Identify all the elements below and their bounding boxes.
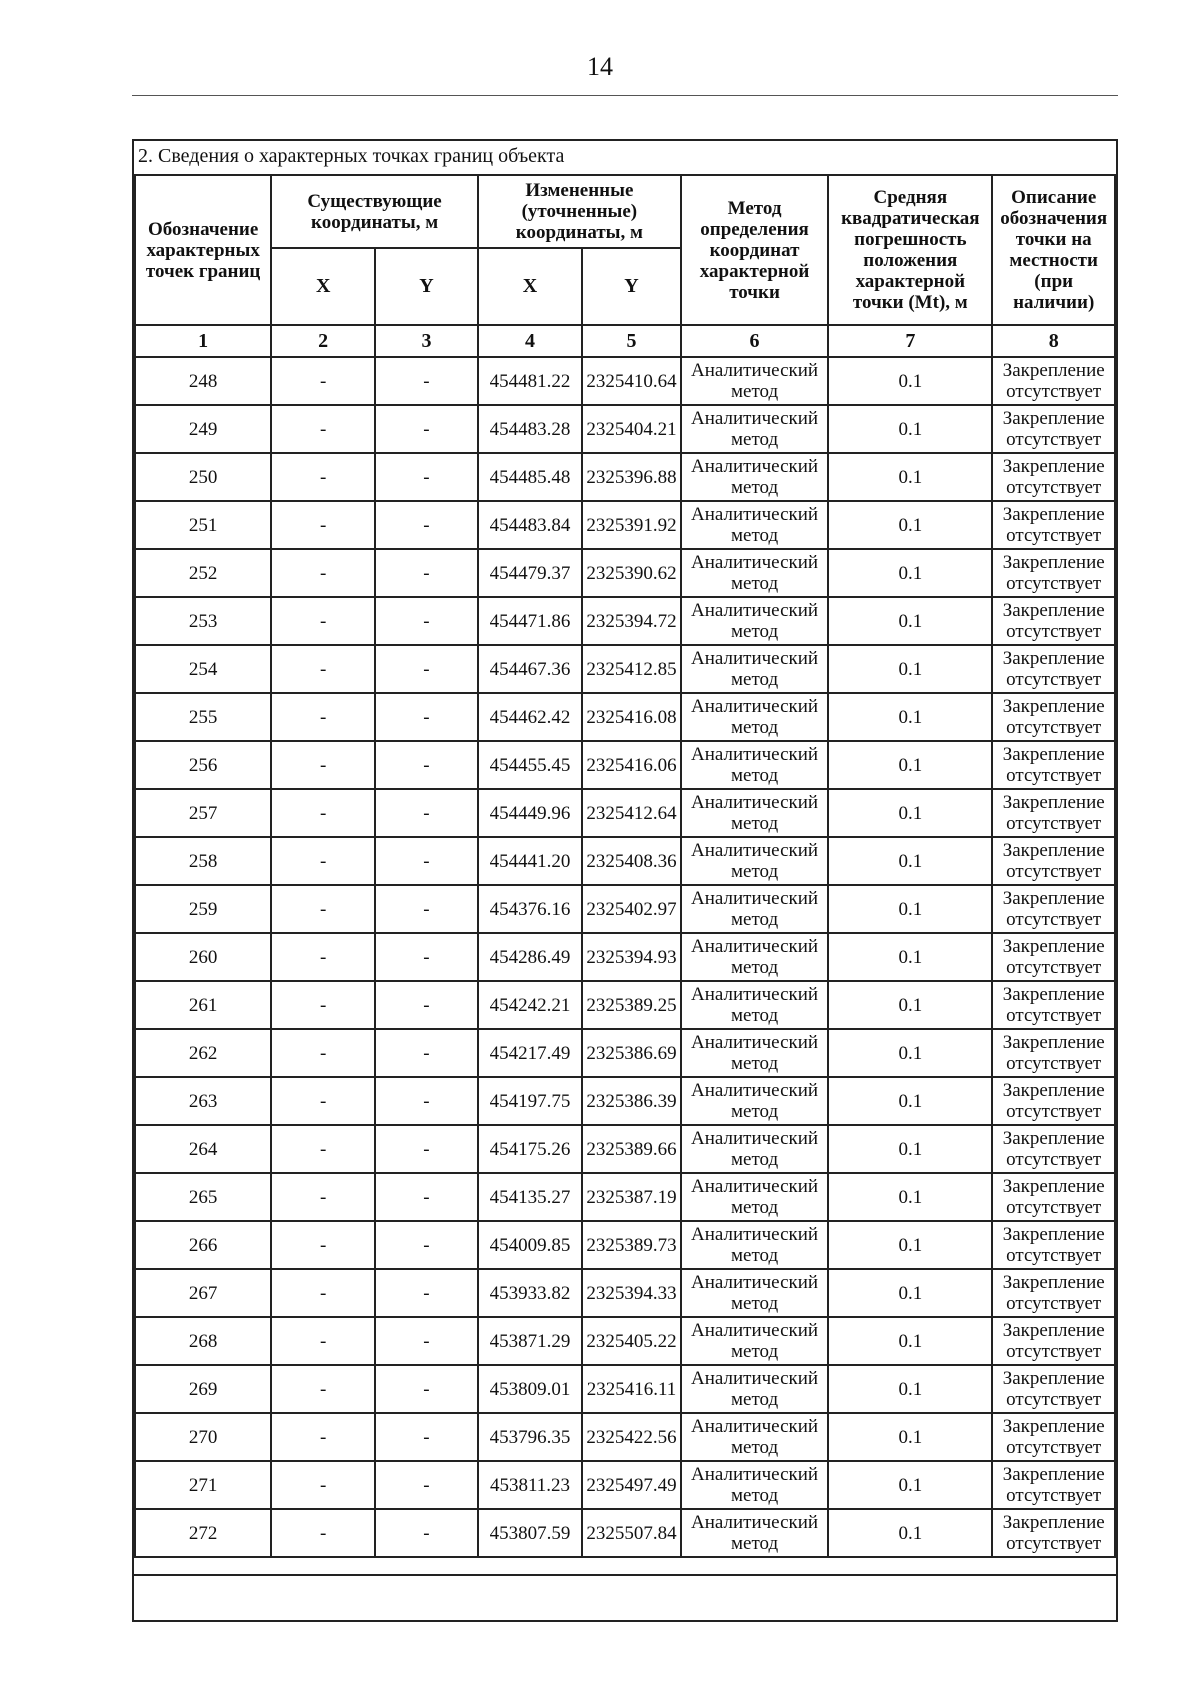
method-cell: Аналитический метод xyxy=(681,501,828,549)
column-number: 6 xyxy=(681,325,828,357)
method-cell: Аналитический метод xyxy=(681,1509,828,1557)
mean-error-cell: 0.1 xyxy=(828,1029,992,1077)
header-y-existing: Y xyxy=(375,248,478,325)
existing-y: - xyxy=(375,501,478,549)
method-cell: Аналитический метод xyxy=(681,981,828,1029)
changed-x: 453933.82 xyxy=(478,1269,582,1317)
point-number: 262 xyxy=(135,1029,271,1077)
table-row xyxy=(135,1317,1115,1365)
description-cell: Закрепление отсутствует xyxy=(992,789,1115,837)
existing-y: - xyxy=(375,1509,478,1557)
mean-error-cell: 0.1 xyxy=(828,405,992,453)
point-number: 258 xyxy=(135,837,271,885)
mean-error-cell: 0.1 xyxy=(828,1365,992,1413)
table-row xyxy=(135,645,1115,693)
method-cell: Аналитический метод xyxy=(681,1221,828,1269)
existing-x: - xyxy=(271,933,375,981)
header-existing-coordinates: Существующие координаты, м xyxy=(271,175,478,248)
section-title: 2. Сведения о характерных точках границ объекта xyxy=(138,145,565,167)
header-x-existing: X xyxy=(271,248,375,325)
mean-error-cell: 0.1 xyxy=(828,501,992,549)
method-cell: Аналитический метод xyxy=(681,549,828,597)
changed-x: 454242.21 xyxy=(478,981,582,1029)
point-number: 269 xyxy=(135,1365,271,1413)
changed-x: 454479.37 xyxy=(478,549,582,597)
header-changed-coordinates: Измененные (уточненные) координаты, м xyxy=(478,175,681,248)
boundary-points-table xyxy=(134,174,1116,1558)
method-cell: Аналитический метод xyxy=(681,837,828,885)
table-body xyxy=(135,357,1115,1557)
changed-y: 2325390.62 xyxy=(582,549,681,597)
existing-x: - xyxy=(271,1269,375,1317)
existing-x: - xyxy=(271,1173,375,1221)
existing-y: - xyxy=(375,933,478,981)
mean-error-cell: 0.1 xyxy=(828,357,992,405)
description-cell: Закрепление отсутствует xyxy=(992,405,1115,453)
changed-x: 454175.26 xyxy=(478,1125,582,1173)
method-cell: Аналитический метод xyxy=(681,357,828,405)
point-number: 257 xyxy=(135,789,271,837)
description-cell: Закрепление отсутствует xyxy=(992,885,1115,933)
existing-x: - xyxy=(271,693,375,741)
column-number: 8 xyxy=(992,325,1115,357)
changed-y: 2325394.33 xyxy=(582,1269,681,1317)
method-cell: Аналитический метод xyxy=(681,1077,828,1125)
method-cell: Аналитический метод xyxy=(681,741,828,789)
table-row xyxy=(135,501,1115,549)
point-number: 256 xyxy=(135,741,271,789)
mean-error-cell: 0.1 xyxy=(828,981,992,1029)
changed-y: 2325422.56 xyxy=(582,1413,681,1461)
existing-y: - xyxy=(375,693,478,741)
column-number: 3 xyxy=(375,325,478,357)
changed-y: 2325391.92 xyxy=(582,501,681,549)
column-number: 2 xyxy=(271,325,375,357)
existing-x: - xyxy=(271,453,375,501)
existing-y: - xyxy=(375,1269,478,1317)
point-number: 259 xyxy=(135,885,271,933)
existing-y: - xyxy=(375,597,478,645)
description-cell: Закрепление отсутствует xyxy=(992,1029,1115,1077)
table-row xyxy=(135,1077,1115,1125)
table-row xyxy=(135,357,1115,405)
existing-y: - xyxy=(375,1365,478,1413)
description-cell: Закрепление отсутствует xyxy=(992,933,1115,981)
changed-x: 453796.35 xyxy=(478,1413,582,1461)
method-cell: Аналитический метод xyxy=(681,1461,828,1509)
existing-x: - xyxy=(271,1125,375,1173)
column-number: 7 xyxy=(828,325,992,357)
description-cell: Закрепление отсутствует xyxy=(992,837,1115,885)
method-cell: Аналитический метод xyxy=(681,789,828,837)
changed-y: 2325416.06 xyxy=(582,741,681,789)
table-row xyxy=(135,549,1115,597)
point-number: 272 xyxy=(135,1509,271,1557)
table-row xyxy=(135,1173,1115,1221)
changed-y: 2325408.36 xyxy=(582,837,681,885)
document-frame xyxy=(132,139,1118,1622)
existing-x: - xyxy=(271,1509,375,1557)
changed-x: 454481.22 xyxy=(478,357,582,405)
existing-y: - xyxy=(375,1413,478,1461)
changed-y: 2325396.88 xyxy=(582,453,681,501)
point-number: 252 xyxy=(135,549,271,597)
point-number: 264 xyxy=(135,1125,271,1173)
description-cell: Закрепление отсутствует xyxy=(992,693,1115,741)
description-cell: Закрепление отсутствует xyxy=(992,501,1115,549)
table-row xyxy=(135,597,1115,645)
changed-x: 454009.85 xyxy=(478,1221,582,1269)
mean-error-cell: 0.1 xyxy=(828,1077,992,1125)
header-y-changed: Y xyxy=(582,248,681,325)
changed-x: 454462.42 xyxy=(478,693,582,741)
page-number: 14 xyxy=(587,52,613,81)
changed-x: 454197.75 xyxy=(478,1077,582,1125)
changed-y: 2325394.93 xyxy=(582,933,681,981)
mean-error-cell: 0.1 xyxy=(828,837,992,885)
existing-x: - xyxy=(271,981,375,1029)
mean-error-cell: 0.1 xyxy=(828,1221,992,1269)
existing-x: - xyxy=(271,1365,375,1413)
point-number: 267 xyxy=(135,1269,271,1317)
method-cell: Аналитический метод xyxy=(681,405,828,453)
table-row xyxy=(135,1365,1115,1413)
point-number: 254 xyxy=(135,645,271,693)
existing-y: - xyxy=(375,1221,478,1269)
point-number: 260 xyxy=(135,933,271,981)
existing-x: - xyxy=(271,1077,375,1125)
changed-x: 454376.16 xyxy=(478,885,582,933)
changed-y: 2325412.64 xyxy=(582,789,681,837)
changed-y: 2325386.39 xyxy=(582,1077,681,1125)
header-mean-error: Средняя квадратическая погрешность положения характерной точки (Mt), м xyxy=(828,175,992,325)
method-cell: Аналитический метод xyxy=(681,1173,828,1221)
column-number: 1 xyxy=(135,325,271,357)
changed-y: 2325389.25 xyxy=(582,981,681,1029)
mean-error-cell: 0.1 xyxy=(828,1317,992,1365)
table-row xyxy=(135,933,1115,981)
method-cell: Аналитический метод xyxy=(681,1365,828,1413)
table-row xyxy=(135,789,1115,837)
changed-x: 454441.20 xyxy=(478,837,582,885)
table-row xyxy=(135,1269,1115,1317)
header-designation: Обозначение характерных точек границ xyxy=(135,175,271,325)
existing-x: - xyxy=(271,1461,375,1509)
header-rule xyxy=(132,95,1118,96)
table-row xyxy=(135,741,1115,789)
existing-y: - xyxy=(375,1077,478,1125)
changed-x: 454471.86 xyxy=(478,597,582,645)
existing-x: - xyxy=(271,741,375,789)
existing-y: - xyxy=(375,1173,478,1221)
method-cell: Аналитический метод xyxy=(681,1029,828,1077)
changed-y: 2325394.72 xyxy=(582,597,681,645)
existing-x: - xyxy=(271,789,375,837)
changed-y: 2325416.11 xyxy=(582,1365,681,1413)
mean-error-cell: 0.1 xyxy=(828,1461,992,1509)
point-number: 271 xyxy=(135,1461,271,1509)
changed-y: 2325405.22 xyxy=(582,1317,681,1365)
changed-x: 454467.36 xyxy=(478,645,582,693)
table-row xyxy=(135,1413,1115,1461)
changed-y: 2325416.08 xyxy=(582,693,681,741)
existing-x: - xyxy=(271,501,375,549)
existing-x: - xyxy=(271,1413,375,1461)
method-cell: Аналитический метод xyxy=(681,1317,828,1365)
mean-error-cell: 0.1 xyxy=(828,933,992,981)
mean-error-cell: 0.1 xyxy=(828,453,992,501)
column-number: 5 xyxy=(582,325,681,357)
changed-x: 453811.23 xyxy=(478,1461,582,1509)
description-cell: Закрепление отсутствует xyxy=(992,1509,1115,1557)
changed-x: 454485.48 xyxy=(478,453,582,501)
existing-y: - xyxy=(375,981,478,1029)
existing-y: - xyxy=(375,741,478,789)
existing-x: - xyxy=(271,645,375,693)
column-number-row xyxy=(135,325,1115,357)
mean-error-cell: 0.1 xyxy=(828,1125,992,1173)
description-cell: Закрепление отсутствует xyxy=(992,1365,1115,1413)
existing-y: - xyxy=(375,1029,478,1077)
mean-error-cell: 0.1 xyxy=(828,693,992,741)
table-row xyxy=(135,837,1115,885)
existing-x: - xyxy=(271,885,375,933)
method-cell: Аналитический метод xyxy=(681,645,828,693)
changed-y: 2325389.73 xyxy=(582,1221,681,1269)
existing-x: - xyxy=(271,1317,375,1365)
table-row xyxy=(135,1461,1115,1509)
description-cell: Закрепление отсутствует xyxy=(992,1317,1115,1365)
table-row xyxy=(135,405,1115,453)
changed-x: 454483.28 xyxy=(478,405,582,453)
mean-error-cell: 0.1 xyxy=(828,597,992,645)
existing-y: - xyxy=(375,549,478,597)
description-cell: Закрепление отсутствует xyxy=(992,1125,1115,1173)
existing-y: - xyxy=(375,789,478,837)
description-cell: Закрепление отсутствует xyxy=(992,597,1115,645)
changed-x: 453807.59 xyxy=(478,1509,582,1557)
point-number: 268 xyxy=(135,1317,271,1365)
changed-x: 454449.96 xyxy=(478,789,582,837)
description-cell: Закрепление отсутствует xyxy=(992,981,1115,1029)
existing-y: - xyxy=(375,405,478,453)
changed-x: 453871.29 xyxy=(478,1317,582,1365)
method-cell: Аналитический метод xyxy=(681,453,828,501)
changed-x: 454286.49 xyxy=(478,933,582,981)
existing-y: - xyxy=(375,1125,478,1173)
existing-x: - xyxy=(271,597,375,645)
table-row xyxy=(135,981,1115,1029)
changed-x: 454455.45 xyxy=(478,741,582,789)
mean-error-cell: 0.1 xyxy=(828,1413,992,1461)
point-number: 251 xyxy=(135,501,271,549)
description-cell: Закрепление отсутствует xyxy=(992,357,1115,405)
point-number: 263 xyxy=(135,1077,271,1125)
changed-y: 2325412.85 xyxy=(582,645,681,693)
description-cell: Закрепление отсутствует xyxy=(992,1173,1115,1221)
point-number: 253 xyxy=(135,597,271,645)
changed-x: 454483.84 xyxy=(478,501,582,549)
mean-error-cell: 0.1 xyxy=(828,741,992,789)
point-number: 250 xyxy=(135,453,271,501)
existing-x: - xyxy=(271,1221,375,1269)
method-cell: Аналитический метод xyxy=(681,1413,828,1461)
existing-y: - xyxy=(375,645,478,693)
changed-y: 2325497.49 xyxy=(582,1461,681,1509)
method-cell: Аналитический метод xyxy=(681,933,828,981)
description-cell: Закрепление отсутствует xyxy=(992,1413,1115,1461)
existing-y: - xyxy=(375,453,478,501)
point-number: 266 xyxy=(135,1221,271,1269)
changed-y: 2325404.21 xyxy=(582,405,681,453)
mean-error-cell: 0.1 xyxy=(828,549,992,597)
description-cell: Закрепление отсутствует xyxy=(992,549,1115,597)
changed-y: 2325410.64 xyxy=(582,357,681,405)
header-method: Метод определения координат характерной точки xyxy=(681,175,828,325)
existing-y: - xyxy=(375,1461,478,1509)
description-cell: Закрепление отсутствует xyxy=(992,1221,1115,1269)
table-row xyxy=(135,885,1115,933)
table-row xyxy=(135,693,1115,741)
table-row xyxy=(135,453,1115,501)
existing-y: - xyxy=(375,357,478,405)
point-number: 265 xyxy=(135,1173,271,1221)
table-footer-band xyxy=(134,1574,1116,1584)
existing-y: - xyxy=(375,837,478,885)
existing-x: - xyxy=(271,357,375,405)
description-cell: Закрепление отсутствует xyxy=(992,1461,1115,1509)
description-cell: Закрепление отсутствует xyxy=(992,645,1115,693)
changed-y: 2325387.19 xyxy=(582,1173,681,1221)
changed-y: 2325507.84 xyxy=(582,1509,681,1557)
description-cell: Закрепление отсутствует xyxy=(992,741,1115,789)
description-cell: Закрепление отсутствует xyxy=(992,1077,1115,1125)
mean-error-cell: 0.1 xyxy=(828,885,992,933)
mean-error-cell: 0.1 xyxy=(828,1269,992,1317)
table-row xyxy=(135,1125,1115,1173)
existing-x: - xyxy=(271,405,375,453)
point-number: 270 xyxy=(135,1413,271,1461)
mean-error-cell: 0.1 xyxy=(828,1173,992,1221)
point-number: 261 xyxy=(135,981,271,1029)
table-row xyxy=(135,1509,1115,1557)
point-number: 255 xyxy=(135,693,271,741)
existing-x: - xyxy=(271,837,375,885)
method-cell: Аналитический метод xyxy=(681,597,828,645)
method-cell: Аналитический метод xyxy=(681,1269,828,1317)
column-number: 4 xyxy=(478,325,582,357)
existing-y: - xyxy=(375,1317,478,1365)
table-row xyxy=(135,1029,1115,1077)
method-cell: Аналитический метод xyxy=(681,1125,828,1173)
changed-x: 454217.49 xyxy=(478,1029,582,1077)
changed-x: 454135.27 xyxy=(478,1173,582,1221)
point-number: 249 xyxy=(135,405,271,453)
changed-x: 453809.01 xyxy=(478,1365,582,1413)
method-cell: Аналитический метод xyxy=(681,885,828,933)
header-description: Описание обозначения точки на местности (при наличии) xyxy=(992,175,1115,325)
existing-y: - xyxy=(375,885,478,933)
method-cell: Аналитический метод xyxy=(681,693,828,741)
existing-x: - xyxy=(271,549,375,597)
header-x-changed: X xyxy=(478,248,582,325)
description-cell: Закрепление отсутствует xyxy=(992,1269,1115,1317)
mean-error-cell: 0.1 xyxy=(828,789,992,837)
existing-x: - xyxy=(271,1029,375,1077)
point-number: 248 xyxy=(135,357,271,405)
changed-y: 2325402.97 xyxy=(582,885,681,933)
description-cell: Закрепление отсутствует xyxy=(992,453,1115,501)
changed-y: 2325389.66 xyxy=(582,1125,681,1173)
changed-y: 2325386.69 xyxy=(582,1029,681,1077)
mean-error-cell: 0.1 xyxy=(828,645,992,693)
table-row xyxy=(135,1221,1115,1269)
mean-error-cell: 0.1 xyxy=(828,1509,992,1557)
